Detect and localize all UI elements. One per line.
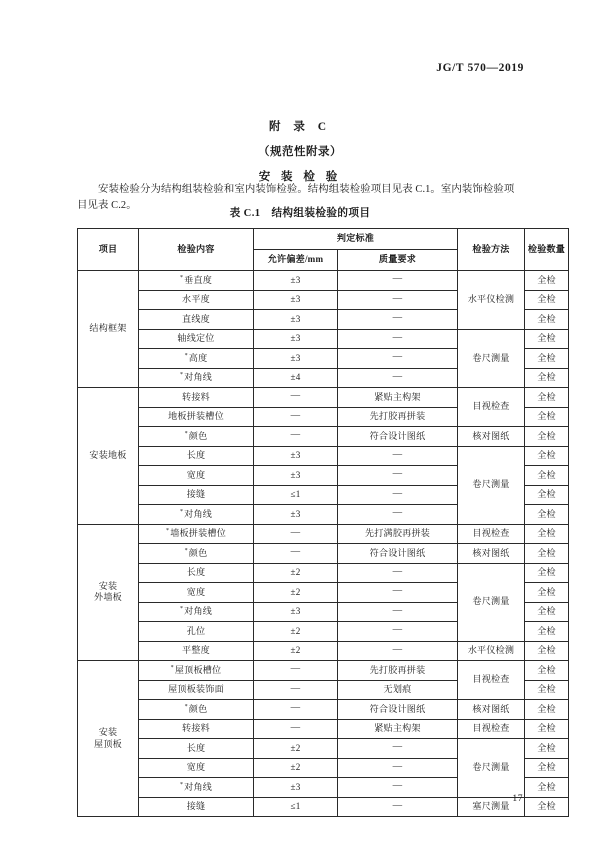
cell-quality: 先打胶再拼装	[338, 407, 458, 427]
cell-quality: —	[338, 466, 458, 486]
table-header	[78, 229, 569, 271]
cell-content: 轴线定位	[139, 329, 254, 349]
page-number: 17	[512, 793, 523, 804]
cell-quantity: 全检	[525, 485, 569, 505]
cell-content: *颜色	[139, 544, 254, 564]
cell-tolerance: —	[254, 388, 338, 408]
cell-quantity: 全检	[525, 310, 569, 330]
cell-quantity: 全检	[525, 758, 569, 778]
cell-tolerance: —	[254, 719, 338, 739]
cell-quality: 符合设计图纸	[338, 544, 458, 564]
cell-tolerance: ±3	[254, 446, 338, 466]
cell-quality: 先打满胶再拼装	[338, 524, 458, 544]
table-row	[78, 329, 569, 349]
cell-tolerance: ±3	[254, 466, 338, 486]
cell-method: 核对图纸	[458, 427, 525, 447]
cell-quantity: 全检	[525, 505, 569, 525]
cell-content: *对角线	[139, 602, 254, 622]
table-body	[78, 271, 569, 817]
cell-quantity: 全检	[525, 388, 569, 408]
cell-quality: —	[338, 505, 458, 525]
cell-content: 宽度	[139, 758, 254, 778]
cell-method: 目视检查	[458, 388, 525, 427]
cell-tolerance: ≤1	[254, 485, 338, 505]
cell-item: 安装 屋顶板	[78, 661, 139, 817]
cell-tolerance: ±2	[254, 563, 338, 583]
cell-content: *对角线	[139, 505, 254, 525]
cell-content: 接缝	[139, 485, 254, 505]
cell-quality: 紧贴主构架	[338, 719, 458, 739]
cell-content: 长度	[139, 739, 254, 759]
cell-method: 水平仪检测	[458, 641, 525, 661]
cell-quality: —	[338, 485, 458, 505]
cell-method: 卷尺测量	[458, 563, 525, 641]
cell-method: 卷尺测量	[458, 446, 525, 524]
cell-content: 平整度	[139, 641, 254, 661]
table-row	[78, 739, 569, 759]
cell-content: 长度	[139, 446, 254, 466]
cell-quantity: 全检	[525, 466, 569, 486]
cell-quantity: 全检	[525, 290, 569, 310]
cell-quality: —	[338, 329, 458, 349]
cell-quality: —	[338, 271, 458, 291]
cell-quality: —	[338, 758, 458, 778]
cell-quantity: 全检	[525, 778, 569, 798]
cell-quality: 无划痕	[338, 680, 458, 700]
cell-quantity: 全检	[525, 680, 569, 700]
cell-quality: —	[338, 563, 458, 583]
table-row	[78, 661, 569, 681]
table-row	[78, 524, 569, 544]
cell-quality: 符合设计图纸	[338, 427, 458, 447]
cell-tolerance: —	[254, 680, 338, 700]
annex-heading-block	[0, 118, 600, 184]
table-header-row-1	[78, 229, 569, 250]
cell-tolerance: ±3	[254, 329, 338, 349]
cell-tolerance: ±3	[254, 778, 338, 798]
header-quantity: 检验数量	[525, 229, 569, 271]
cell-quantity: 全检	[525, 700, 569, 720]
cell-quality: —	[338, 602, 458, 622]
cell-quality: 先打胶再拼装	[338, 661, 458, 681]
cell-content: 直线度	[139, 310, 254, 330]
table-row	[78, 427, 569, 447]
cell-quantity: 全检	[525, 797, 569, 817]
cell-method: 卷尺测量	[458, 739, 525, 798]
cell-tolerance: —	[254, 544, 338, 564]
cell-content: 长度	[139, 563, 254, 583]
cell-tolerance: ±3	[254, 310, 338, 330]
annex-subtitle: （规范性附录）	[258, 146, 342, 158]
cell-quantity: 全检	[525, 427, 569, 447]
cell-quality: —	[338, 446, 458, 466]
cell-quantity: 全检	[525, 641, 569, 661]
header-tolerance: 允许偏差/mm	[254, 250, 338, 271]
cell-content: *垂直度	[139, 271, 254, 291]
cell-quantity: 全检	[525, 524, 569, 544]
table-row	[78, 563, 569, 583]
cell-quantity: 全检	[525, 329, 569, 349]
annex-name: 安 装 检 验	[258, 171, 342, 183]
cell-item: 安装 外墙板	[78, 524, 139, 661]
cell-content: *屋顶板槽位	[139, 661, 254, 681]
cell-tolerance: —	[254, 661, 338, 681]
header-quality: 质量要求	[338, 250, 458, 271]
cell-tolerance: ±3	[254, 505, 338, 525]
cell-tolerance: ±3	[254, 349, 338, 369]
header-criteria-group: 判定标准	[254, 229, 458, 250]
header-method: 检验方法	[458, 229, 525, 271]
cell-method: 目视检查	[458, 719, 525, 739]
cell-content: *对角线	[139, 368, 254, 388]
annex-title: 附 录 C	[268, 121, 332, 133]
cell-tolerance: ±4	[254, 368, 338, 388]
header-content: 检验内容	[139, 229, 254, 271]
cell-tolerance: ≤1	[254, 797, 338, 817]
cell-quality: —	[338, 641, 458, 661]
cell-content: *颜色	[139, 700, 254, 720]
cell-method: 目视检查	[458, 524, 525, 544]
cell-content: *对角线	[139, 778, 254, 798]
cell-quality: 符合设计图纸	[338, 700, 458, 720]
document-header-standard-id: JG/T 570—2019	[436, 62, 524, 74]
cell-content: 宽度	[139, 466, 254, 486]
cell-quantity: 全检	[525, 563, 569, 583]
cell-method: 目视检查	[458, 661, 525, 700]
cell-content: 转接料	[139, 388, 254, 408]
cell-item: 结构框架	[78, 271, 139, 388]
table-row	[78, 719, 569, 739]
cell-quantity: 全检	[525, 368, 569, 388]
cell-method: 核对图纸	[458, 700, 525, 720]
cell-content: 转接料	[139, 719, 254, 739]
cell-content: 孔位	[139, 622, 254, 642]
cell-quality: —	[338, 349, 458, 369]
cell-tolerance: ±2	[254, 583, 338, 603]
cell-tolerance: —	[254, 407, 338, 427]
cell-content: 地板拼装槽位	[139, 407, 254, 427]
table-row	[78, 446, 569, 466]
cell-quality: —	[338, 368, 458, 388]
cell-quantity: 全检	[525, 583, 569, 603]
table-caption: 表 C.1 结构组装检验的项目	[229, 208, 371, 219]
cell-quantity: 全检	[525, 739, 569, 759]
header-item: 项目	[78, 229, 139, 271]
cell-quality: 紧贴主构架	[338, 388, 458, 408]
cell-quantity: 全检	[525, 622, 569, 642]
cell-content: 屋顶板装饰面	[139, 680, 254, 700]
table-row	[78, 641, 569, 661]
cell-content: 水平度	[139, 290, 254, 310]
intro-paragraph: 安装检验分为结构组装检验和室内装饰检验。结构组装检验项目见表 C.1。室内装饰检验项目见表 C.2。	[77, 184, 515, 211]
cell-method: 塞尺测量	[458, 797, 525, 817]
table-row	[78, 797, 569, 817]
inspection-table	[77, 228, 569, 817]
cell-quality: —	[338, 583, 458, 603]
cell-quality: —	[338, 290, 458, 310]
cell-tolerance: ±2	[254, 641, 338, 661]
inspection-table-wrapper	[77, 228, 566, 817]
cell-item: 安装地板	[78, 388, 139, 525]
cell-content: *颜色	[139, 427, 254, 447]
cell-quantity: 全检	[525, 661, 569, 681]
cell-tolerance: —	[254, 700, 338, 720]
cell-quality: —	[338, 622, 458, 642]
cell-tolerance: ±2	[254, 758, 338, 778]
cell-tolerance: —	[254, 427, 338, 447]
cell-tolerance: ±3	[254, 602, 338, 622]
cell-tolerance: ±2	[254, 622, 338, 642]
cell-quantity: 全检	[525, 602, 569, 622]
cell-method: 卷尺测量	[458, 329, 525, 388]
table-row	[78, 271, 569, 291]
table-row	[78, 544, 569, 564]
cell-quantity: 全检	[525, 271, 569, 291]
cell-content: 宽度	[139, 583, 254, 603]
cell-tolerance: ±3	[254, 271, 338, 291]
table-row	[78, 388, 569, 408]
cell-tolerance: —	[254, 524, 338, 544]
cell-quantity: 全检	[525, 446, 569, 466]
cell-content: 接缝	[139, 797, 254, 817]
cell-method: 水平仪检测	[458, 271, 525, 330]
cell-quantity: 全检	[525, 719, 569, 739]
table-row	[78, 700, 569, 720]
cell-quantity: 全检	[525, 407, 569, 427]
cell-content: *墙板拼装槽位	[139, 524, 254, 544]
cell-quality: —	[338, 797, 458, 817]
cell-tolerance: ±3	[254, 290, 338, 310]
cell-quantity: 全检	[525, 544, 569, 564]
cell-content: *高度	[139, 349, 254, 369]
cell-quantity: 全检	[525, 349, 569, 369]
cell-tolerance: ±2	[254, 739, 338, 759]
cell-quality: —	[338, 739, 458, 759]
cell-quality: —	[338, 778, 458, 798]
cell-quality: —	[338, 310, 458, 330]
cell-method: 核对图纸	[458, 544, 525, 564]
